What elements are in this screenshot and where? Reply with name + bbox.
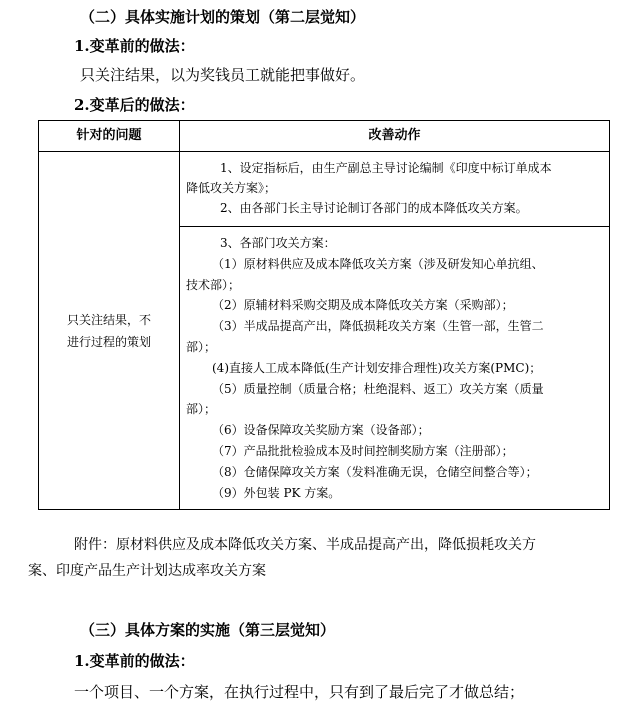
table-header-row bbox=[39, 121, 610, 152]
issue-line: 进行过程的策划 bbox=[66, 334, 151, 349]
action-line: （2）原辅材料采购交期及成本降低攻关方案（采购部）； bbox=[212, 298, 514, 313]
action-cell-2 bbox=[180, 227, 610, 510]
before-title: 1.变革前的做法： bbox=[74, 37, 195, 55]
action-line: （5）质量控制（质量合格；杜绝混料、返工）攻关方案（质量 bbox=[212, 381, 544, 396]
action-line: 部）； bbox=[186, 339, 217, 354]
attachment-line-1: 附件：原材料供应及成本降低攻关方案、半成品提高产出，降低损耗攻关方 bbox=[74, 537, 536, 553]
action-line: 1、设定指标后，由生产副总主导讨论编制《印度中标订单成本 bbox=[220, 161, 552, 175]
action-line: 降低攻关方案》； bbox=[186, 181, 277, 195]
after-title: 2.变革后的做法： bbox=[74, 96, 195, 114]
action-line: 3、各部门攻关方案： bbox=[220, 236, 336, 250]
table-row bbox=[39, 152, 610, 227]
issue-cell bbox=[39, 152, 180, 510]
action-line: (4)直接人工成本降低(生产计划安排合理性)攻关方案(PMC)； bbox=[212, 360, 542, 375]
action-cell-1 bbox=[180, 152, 610, 227]
action-line: （9）外包装 PK 方案。 bbox=[212, 485, 341, 500]
header-action: 改善动作 bbox=[180, 121, 610, 152]
before-text: 只关注结果，以为奖钱员工就能把事做好。 bbox=[80, 66, 366, 84]
section3-before-text: 一个项目、一个方案，在执行过程中，只有到了最后完了才做总结； bbox=[74, 683, 525, 701]
action-line: 部）； bbox=[186, 402, 217, 417]
section2-heading: （二）具体实施计划的策划（第二层觉知） bbox=[80, 8, 366, 26]
section3-before-title: 1.变革前的做法： bbox=[74, 652, 195, 670]
attachment-line-2: 案、印度产品生产计划达成率攻关方案 bbox=[28, 563, 266, 579]
action-line: （1）原材料供应及成本降低攻关方案（涉及研发知心单抗组、 bbox=[212, 256, 544, 271]
action-line: 2、由各部门长主导讨论制订各部门的成本降低攻关方案。 bbox=[220, 201, 528, 215]
action-line: （7）产品批批检验成本及时间控制奖励方案（注册部）； bbox=[212, 443, 514, 458]
action-line: （6）设备保障攻关奖励方案（设备部）； bbox=[212, 423, 430, 438]
action-line: （8）仓储保障攻关方案（发料准确无误，仓储空间整合等）； bbox=[212, 464, 538, 479]
improvement-table bbox=[38, 120, 610, 510]
action-line: 技术部）； bbox=[186, 277, 241, 292]
header-issue: 针对的问题 bbox=[39, 121, 180, 152]
action-line: （3）半成品提高产出，降低损耗攻关方案（生管一部，生管二 bbox=[212, 319, 544, 334]
issue-line: 只关注结果，不 bbox=[66, 312, 151, 327]
section3-heading: （三）具体方案的实施（第三层觉知） bbox=[80, 621, 336, 639]
